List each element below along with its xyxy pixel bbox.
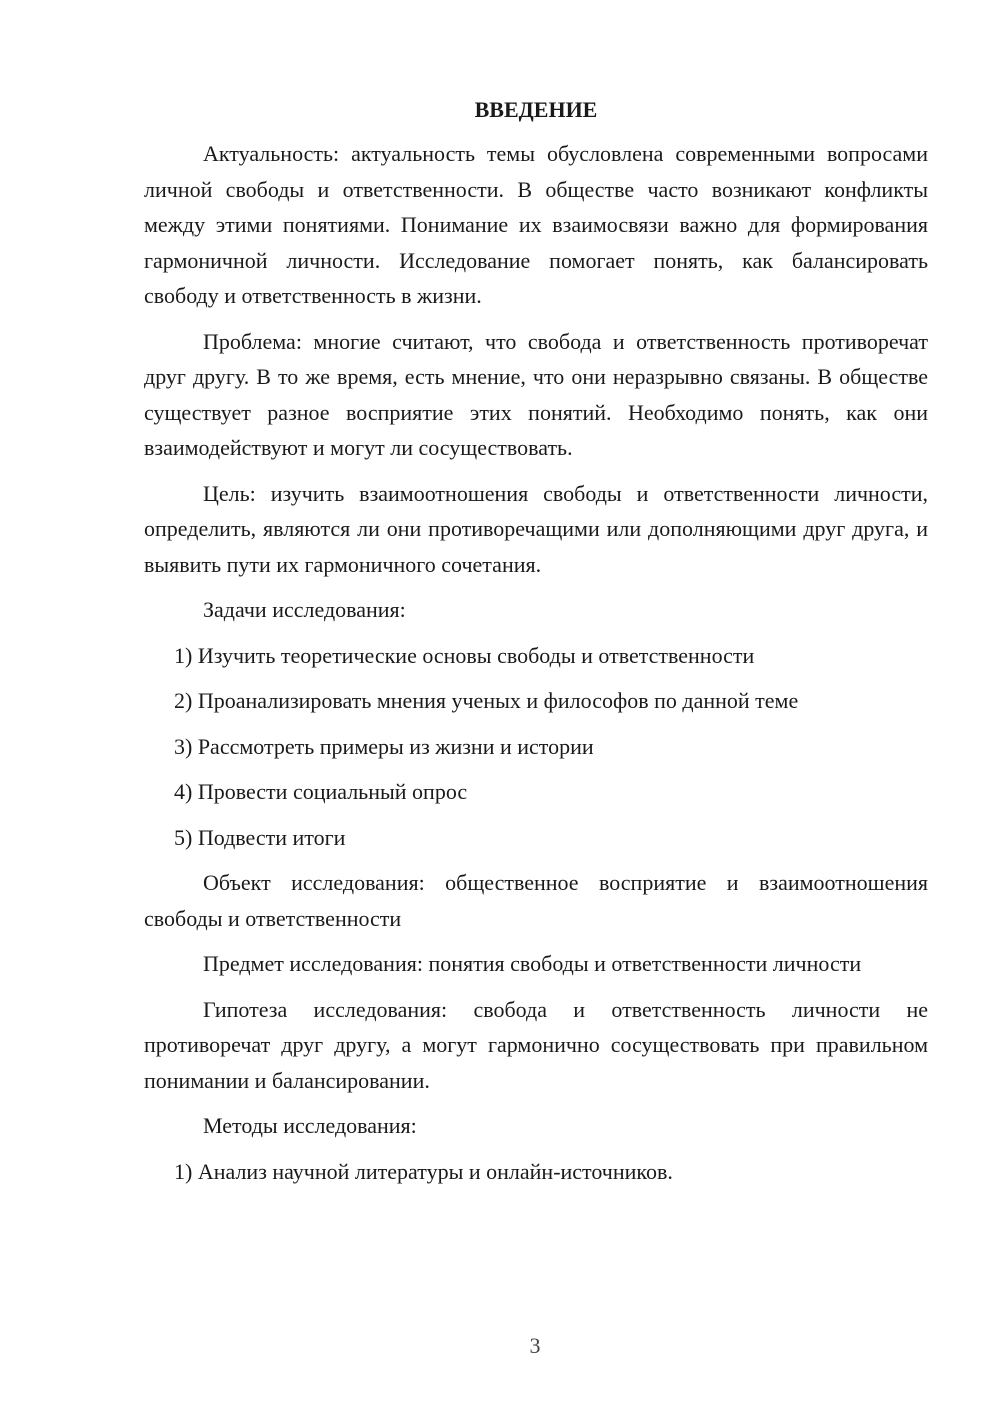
- document-page: [144, 92, 928, 1199]
- list-item: 1) Анализ научной литературы и онлайн-источников.: [174, 1158, 673, 1184]
- list-item: 3) Рассмотреть примеры из жизни и истории: [174, 733, 594, 759]
- object-paragraph: Объект исследования: общественное восприятие и взаимоотношения свободы и ответственности: [144, 870, 928, 931]
- problem-paragraph: Проблема: многие считают, что свобода и ответственность противоречат друг другу. В то же время, есть мнение, что они неразрывно связаны. В обществе существует разное восприятие этих понятий. Необходимо понять, как они взаимодействуют и могут ли сосуществовать.: [144, 328, 928, 460]
- list-item: 4) Провести социальный опрос: [174, 779, 468, 804]
- section-heading: ВВЕДЕНИЕ: [474, 97, 598, 122]
- methods-title: Методы исследования:: [203, 1113, 417, 1138]
- goal-paragraph: Цель: изучить взаимоотношения свободы и ответственности личности, определить, являются ли они противоречащими или дополняющими друг друга, и выявить пути их гармоничного сочетания.: [144, 480, 928, 577]
- list-item: 2) Проанализировать мнения ученых и философов по данной теме: [174, 688, 799, 713]
- tasks-title: Задачи исследования:: [203, 597, 406, 622]
- list-item: 5) Подвести итоги: [174, 824, 346, 850]
- hypothesis-paragraph: Гипотеза исследования: свобода и ответственность личности не противоречат друг другу, а могут гармонично сосуществовать при правильном понимании и балансировании.: [144, 996, 928, 1093]
- list-item: 1) Изучить теоретические основы свободы и ответственности: [174, 642, 755, 668]
- tasks-list: [144, 638, 928, 856]
- subject-paragraph: Предмет исследования: понятия свободы и ответственности личности: [203, 951, 862, 976]
- page-number: 3: [529, 1333, 541, 1358]
- relevance-paragraph: Актуальность: актуальность темы обусловлена современными вопросами личной свободы и ответственности. В обществе часто возникают конфликты между этими понятиями. Понимание их взаимосвязи важно для формирования гармоничной личности. Исследование помогает понять, как балансировать свободу и ответственность в жизни.: [144, 141, 928, 308]
- methods-list: [144, 1154, 928, 1190]
